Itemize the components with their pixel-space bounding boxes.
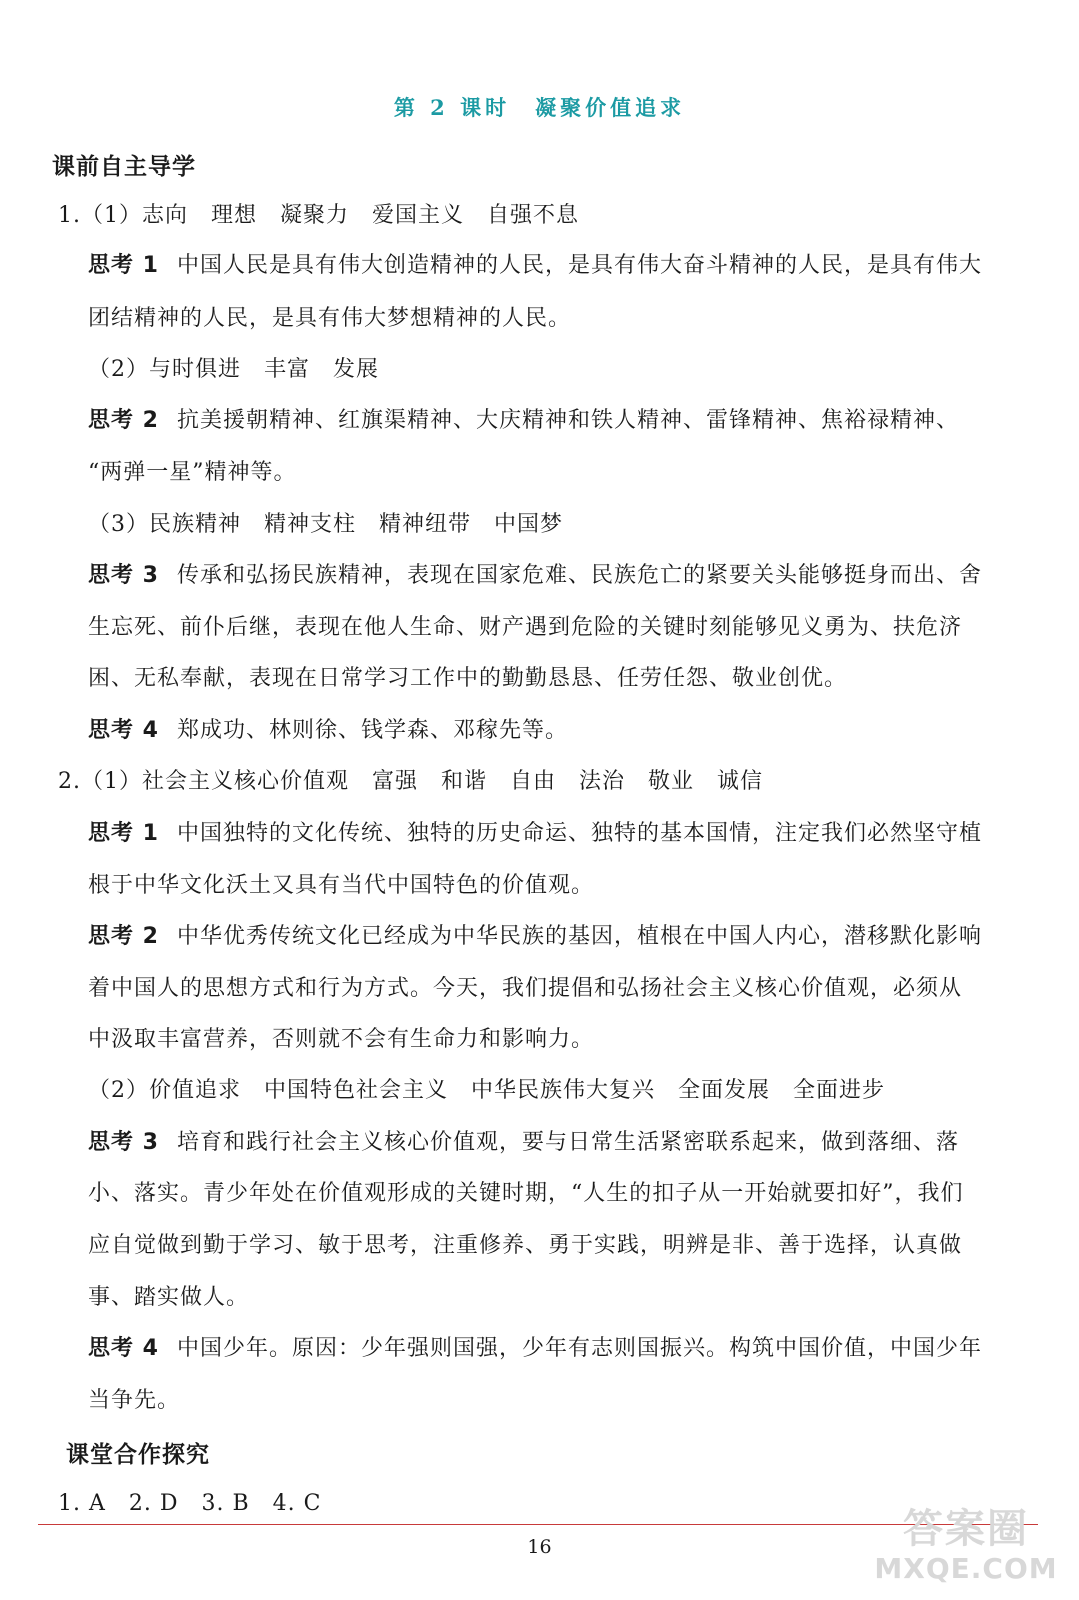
think-text: 中国少年。原因：少年强则国强，少年有志则国振兴。构筑中国价值，中国少年 <box>176 1336 982 1361</box>
think-3-cont-2: 困、无私奉献，表现在日常学习工作中的勤勤恳恳、任劳任怨、敬业创优。 <box>88 666 848 691</box>
lesson-title: 第 2 课时 凝聚价值追求 <box>393 95 686 120</box>
think-label: 思考 4 <box>88 1336 159 1361</box>
think-3-cont-1: 生忘死、前仆后继，表现在他人生命、财产遇到危险的关键时刻能够见义勇为、扶危济 <box>88 615 963 640</box>
watermark-logo: 答案圈 <box>903 1506 1029 1552</box>
think-2-4-para <box>88 1331 982 1362</box>
think-2-1-cont: 根于中华文化沃土又具有当代中国特色的价值观。 <box>88 873 595 898</box>
think-text: 传承和弘扬民族精神，表现在国家危难、民族危亡的紧要关头能够挺身而出、舍 <box>176 563 982 588</box>
think-2-cont: “两弹一星”精神等。 <box>88 460 297 485</box>
think-text: 中国人民是具有伟大创造精神的人民，是具有伟大奋斗精神的人民，是具有伟大 <box>176 253 982 278</box>
answer-key: 1. A 2. D 3. B 4. C <box>58 1491 322 1516</box>
think-label: 思考 2 <box>88 408 159 433</box>
think-label: 思考 1 <box>88 253 159 278</box>
think-2-3-cont-2: 应自觉做到勤于学习、敏于思考，注重修养、勇于实践，明辨是非、善于选择，认真做 <box>88 1233 963 1258</box>
page-number: 16 <box>527 1536 552 1558</box>
think-text: 郑成功、林则徐、钱学森、邓稼先等。 <box>176 718 568 743</box>
think-2-para <box>88 403 959 434</box>
think-2-2-cont-2: 中汲取丰富营养，否则就不会有生命力和影响力。 <box>88 1027 595 1052</box>
think-2-2-para <box>88 919 982 950</box>
think-1-cont: 团结精神的人民，是具有伟大梦想精神的人民。 <box>88 306 572 331</box>
think-2-3-para <box>88 1125 959 1156</box>
think-1-para <box>88 248 982 279</box>
think-label: 思考 4 <box>88 718 159 743</box>
think-2-3-cont-3: 事、踏实做人。 <box>88 1285 250 1310</box>
think-2-3-cont-1: 小、落实。青少年处在价值观形成的关键时期，“人生的扣子从一开始就要扣好”，我们 <box>88 1181 964 1206</box>
think-2-2-cont-1: 着中国人的思想方式和行为方式。今天，我们提倡和弘扬社会主义核心价值观，必须从 <box>88 976 963 1001</box>
item-1-3: （3）民族精神 精神支柱 精神纽带 中国梦 <box>88 512 563 537</box>
think-text: 抗美援朝精神、红旗渠精神、大庆精神和铁人精神、雷锋精神、焦裕禄精神、 <box>176 408 959 433</box>
watermark-site: MXQE.COM <box>874 1552 1058 1585</box>
think-2-4-cont: 当争先。 <box>88 1388 181 1413</box>
think-text: 中国独特的文化传统、独特的历史命运、独特的基本国情，注定我们必然坚守植 <box>176 821 982 846</box>
section-heading-class: 课堂合作探究 <box>66 1442 210 1468</box>
think-label: 思考 3 <box>88 563 159 588</box>
item-1-2: （2）与时俱进 丰富 发展 <box>88 357 379 382</box>
think-2-1-para <box>88 816 982 847</box>
think-label: 思考 2 <box>88 924 159 949</box>
think-label: 思考 1 <box>88 821 159 846</box>
item-2-2: （2）价值追求 中国特色社会主义 中华民族伟大复兴 全面发展 全面进步 <box>88 1078 885 1103</box>
think-3-para <box>88 558 982 589</box>
item-2-1: 2.（1）社会主义核心价值观 富强 和谐 自由 法治 敬业 诚信 <box>58 769 763 794</box>
think-4-para <box>88 713 568 744</box>
watermark <box>871 1504 1061 1590</box>
think-text: 中华优秀传统文化已经成为中华民族的基因，植根在中国人内心，潜移默化影响 <box>176 924 982 949</box>
item-1-1: 1.（1）志向 理想 凝聚力 爱国主义 自强不息 <box>58 203 579 228</box>
think-text: 培育和践行社会主义核心价值观，要与日常生活紧密联系起来，做到落细、落 <box>176 1130 959 1155</box>
section-heading-preview: 课前自主导学 <box>52 154 196 180</box>
think-label: 思考 3 <box>88 1130 159 1155</box>
